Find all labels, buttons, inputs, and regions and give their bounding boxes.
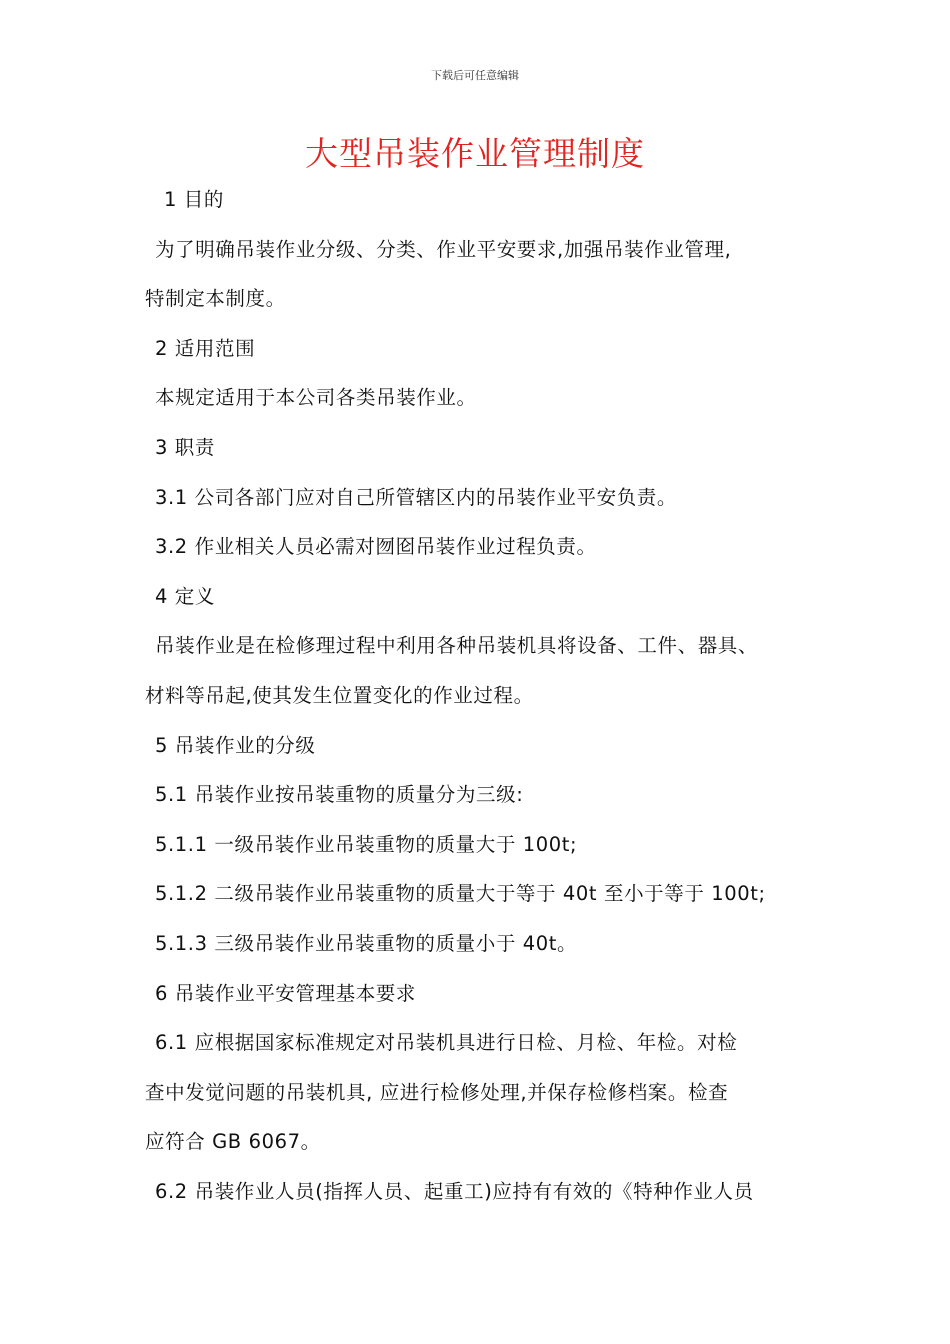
paragraph-line: 查中发觉问题的吊装机具, 应进行检修处理,并保存检修档案。检查 bbox=[145, 1080, 729, 1104]
paragraph-line: 吊装作业是在检修理过程中利用各种吊装机具将设备、工件、器具、 bbox=[155, 634, 759, 658]
paragraph-line: 应符合 GB 6067。 bbox=[145, 1130, 321, 1154]
clause-line: 5.1 吊装作业按吊装重物的质量分为三级: bbox=[155, 783, 524, 807]
section-heading-classification: 5 吊装作业的分级 bbox=[155, 733, 316, 757]
paragraph-line: 为了明确吊装作业分级、分类、作业平安要求,加强吊装作业管理, bbox=[155, 237, 732, 261]
section-heading-scope: 2 适用范围 bbox=[155, 336, 256, 360]
document-title: 大型吊装作业管理制度 bbox=[305, 134, 645, 173]
clause-line: 6.2 吊装作业人员(指挥人员、起重工)应持有有效的《特种作业人员 bbox=[155, 1179, 754, 1203]
clause-line: 5.1.3 三级吊装作业吊装重物的质量小于 40t。 bbox=[155, 931, 578, 955]
clause-line: 5.1.1 一级吊装作业吊装重物的质量大于 100t; bbox=[155, 832, 578, 856]
paragraph-line: 本规定适用于本公司各类吊装作业。 bbox=[155, 386, 477, 410]
document-body bbox=[145, 180, 825, 1221]
clause-line: 5.1.2 二级吊装作业吊装重物的质量大于等于 40t 至小于等于 100t; bbox=[155, 882, 766, 906]
clause-line: 6.1 应根据国家标准规定对吊装机具进行日检、月检、年检。对检 bbox=[155, 1031, 738, 1055]
section-heading-safety-requirements: 6 吊装作业平安管理基本要求 bbox=[155, 981, 417, 1005]
header-note: 下载后可任意编辑 bbox=[431, 69, 519, 82]
clause-line: 3.2 作业相关人员必需对囫囵吊装作业过程负责。 bbox=[155, 535, 597, 559]
clause-line: 3.1 公司各部门应对自己所管辖区内的吊装作业平安负责。 bbox=[155, 485, 678, 509]
paragraph-line: 特制定本制度。 bbox=[145, 287, 286, 311]
section-heading-purpose: 1 目的 bbox=[164, 188, 225, 211]
paragraph-line: 材料等吊起,使其发生位置变化的作业过程。 bbox=[145, 683, 534, 707]
section-heading-responsibility: 3 职责 bbox=[155, 435, 216, 459]
section-heading-definition: 4 定义 bbox=[155, 584, 216, 608]
